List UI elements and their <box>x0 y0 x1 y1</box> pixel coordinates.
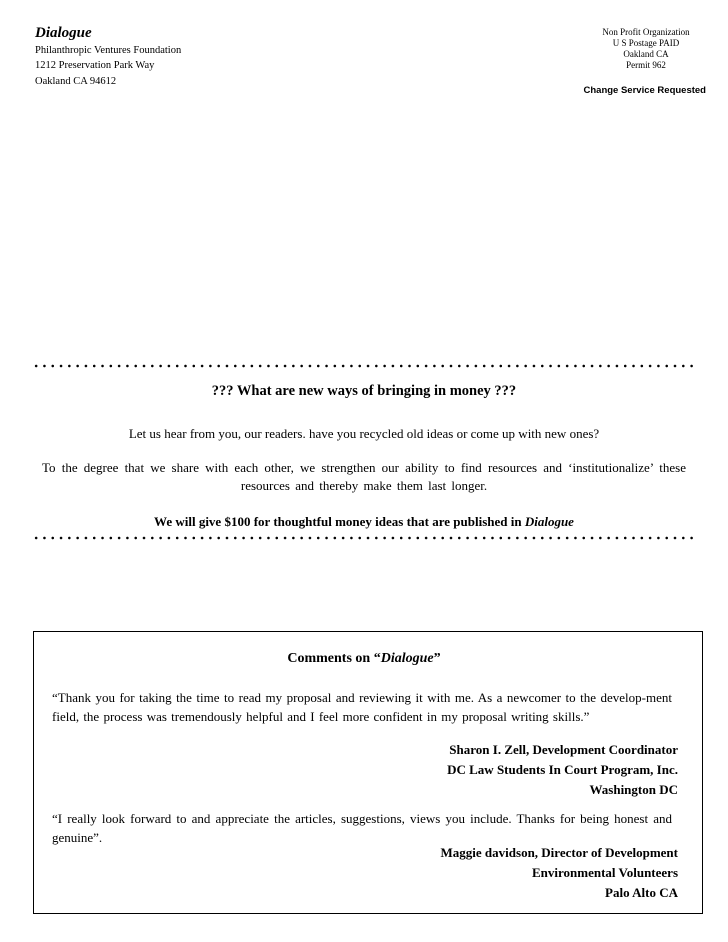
signature-organization: DC Law Students In Court Program, Inc. <box>447 762 678 777</box>
indicia-line-1: Non Profit Organization <box>602 27 690 37</box>
testimonial-quote-2: “I really look forward to and appreciate the articles, suggestions, views you include. Thanks for being honest and genuine”. <box>52 811 672 845</box>
change-service-requested: Change Service Requested <box>583 85 706 96</box>
testimonial-signature-1 <box>447 740 678 800</box>
resources-paragraph: To the degree that we share with each other, we strengthen our ability to find resources and ‘institutionalize’ these resources and thereby make them last longer. <box>42 460 686 493</box>
indicia-line-4: Permit 962 <box>626 60 666 70</box>
indicia-line-3: Oakland CA <box>623 49 669 59</box>
testimonial-signature-2 <box>441 843 678 903</box>
comments-heading-publication: Dialogue <box>380 651 434 666</box>
indicia-line-2: U S Postage PAID <box>612 38 680 48</box>
comments-heading-prefix: Comments on “ <box>287 651 381 666</box>
offer-text: We will give $100 for thoughtful money ideas that are published in <box>154 514 522 529</box>
comments-heading <box>0 651 728 667</box>
postage-indicia <box>591 27 701 71</box>
signature-organization: Environmental Volunteers <box>531 865 678 880</box>
signature-name: Maggie davidson, Director of Development <box>440 845 678 860</box>
reader-invitation: Let us hear from you, our readers. have you recycled old ideas or come up with new ones? <box>128 426 600 441</box>
signature-location: Washington DC <box>589 782 678 797</box>
dotted-divider-top <box>32 364 696 368</box>
dotted-divider-bottom <box>32 536 696 540</box>
money-question-heading: ??? What are new ways of bringing in money ??? <box>211 383 517 399</box>
return-city: Oakland CA 94612 <box>35 76 117 87</box>
signature-name: Sharon I. Zell, Development Coordinator <box>449 742 678 757</box>
return-organization: Philanthropic Ventures Foundation <box>35 45 182 56</box>
offer-publication: Dialogue <box>524 514 574 529</box>
signature-location: Palo Alto CA <box>605 885 678 900</box>
publication-title: Dialogue <box>35 25 92 41</box>
money-offer <box>0 514 728 530</box>
comments-heading-suffix: ” <box>433 651 441 666</box>
testimonial-quote-1: “Thank you for taking the time to read my proposal and reviewing it with me. As a newcomer to the develop-ment field, the process was tremendously helpful and I feel more confident in my proposal writing skills.” <box>52 690 672 724</box>
return-street: 1212 Preservation Park Way <box>35 60 155 71</box>
